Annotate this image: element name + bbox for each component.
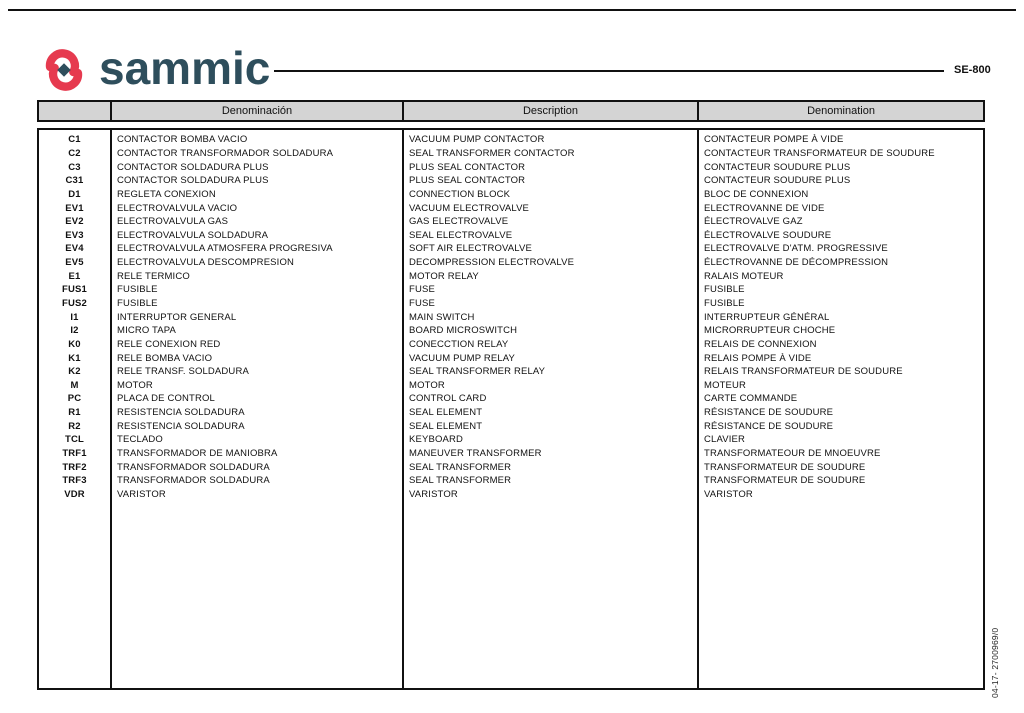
document-reference-number: 04-17- 2700969/0 bbox=[990, 627, 1000, 698]
component-code: PC bbox=[67, 393, 82, 405]
component-code: TRF1 bbox=[62, 448, 87, 460]
component-code: EV2 bbox=[65, 216, 84, 228]
logo-wordmark: sammic bbox=[99, 42, 271, 94]
model-number: SE-800 bbox=[954, 64, 991, 76]
component-denomination: VARISTOR bbox=[704, 488, 753, 500]
component-denomination: TRANSFORMATEUR DE SOUDURE bbox=[704, 461, 866, 473]
component-code: C2 bbox=[68, 147, 81, 159]
component-description: DECOMPRESSION ELECTROVALVE bbox=[409, 257, 575, 269]
component-denominacion: CONTACTOR SOLDADURA PLUS bbox=[117, 175, 269, 187]
component-code: TRF2 bbox=[62, 461, 87, 473]
component-denominacion: ELECTROVALVULA VACIO bbox=[117, 202, 238, 214]
component-description: FUSE bbox=[409, 284, 435, 296]
component-code: FUS2 bbox=[62, 298, 87, 309]
component-denomination: CONTACTEUR TRANSFORMATEUR DE SOUDURE bbox=[704, 147, 935, 159]
component-denomination: CARTE COMMANDE bbox=[704, 393, 798, 405]
component-code: VDR bbox=[64, 488, 85, 500]
table-row bbox=[39, 269, 983, 283]
table-row bbox=[39, 133, 983, 147]
component-denominacion: RELE CONEXION RED bbox=[117, 338, 221, 350]
component-description: GAS ELECTROVALVE bbox=[409, 216, 509, 228]
component-description: MAIN SWITCH bbox=[409, 311, 475, 323]
component-denomination: TRANSFORMATEUR DE SOUDURE bbox=[704, 475, 866, 487]
component-description: SEAL TRANSFORMER RELAY bbox=[409, 366, 546, 378]
component-code: I1 bbox=[70, 311, 79, 323]
sammic-logo bbox=[36, 44, 270, 96]
component-description: FUSE bbox=[409, 298, 435, 309]
component-code: C1 bbox=[68, 134, 81, 146]
table-row bbox=[39, 242, 983, 256]
component-denominacion: PLACA DE CONTROL bbox=[117, 393, 215, 405]
component-code: C3 bbox=[68, 161, 81, 173]
component-denominacion: MOTOR bbox=[117, 379, 153, 391]
component-denomination: ÉLECTROVANNE DE DÉCOMPRESSION bbox=[704, 257, 889, 269]
component-denomination: RELAIS POMPE À VIDE bbox=[704, 352, 812, 364]
component-description: KEYBOARD bbox=[409, 434, 463, 446]
component-code: TRF3 bbox=[62, 475, 87, 487]
component-denomination: BLOC DE CONNEXION bbox=[704, 188, 809, 200]
table-row bbox=[39, 365, 983, 379]
table-row bbox=[39, 228, 983, 242]
component-description: VACUUM ELECTROVALVE bbox=[409, 202, 530, 214]
component-denomination: RÉSISTANCE DE SOUDURE bbox=[704, 407, 834, 419]
component-description: MOTOR RELAY bbox=[409, 270, 479, 282]
component-denominacion: RESISTENCIA SOLDADURA bbox=[117, 407, 245, 419]
component-denominacion: RELE TERMICO bbox=[117, 270, 190, 282]
component-description: CONNECTION BLOCK bbox=[409, 188, 511, 200]
component-denominacion: TRANSFORMADOR DE MANIOBRA bbox=[117, 448, 278, 460]
table-row bbox=[39, 201, 983, 215]
component-code: TCL bbox=[65, 434, 84, 446]
component-code: D1 bbox=[68, 188, 81, 200]
table-row bbox=[39, 283, 983, 297]
component-description: CONECCTION RELAY bbox=[409, 338, 509, 350]
component-denomination: ÉLECTROVALVE GAZ bbox=[704, 216, 803, 228]
component-description: VARISTOR bbox=[409, 488, 458, 500]
component-code: R1 bbox=[68, 407, 81, 419]
component-description: BOARD MICROSWITCH bbox=[409, 325, 518, 337]
component-denominacion: REGLETA CONEXION bbox=[117, 188, 216, 200]
component-denominacion: RELE TRANSF. SOLDADURA bbox=[117, 366, 249, 378]
component-code: K1 bbox=[68, 352, 81, 364]
component-denomination: FUSIBLE bbox=[704, 298, 745, 309]
table-rows bbox=[39, 133, 983, 501]
component-description: SEAL ELEMENT bbox=[409, 420, 483, 432]
component-description: CONTROL CARD bbox=[409, 393, 487, 405]
component-denominacion: TRANSFORMADOR SOLDADURA bbox=[117, 475, 270, 487]
component-description: PLUS SEAL CONTACTOR bbox=[409, 175, 526, 187]
component-denomination: MOTEUR bbox=[704, 379, 747, 391]
table-row bbox=[39, 174, 983, 188]
header-cell-code bbox=[39, 102, 110, 120]
table-row bbox=[39, 419, 983, 433]
component-denominacion: ELECTROVALVULA SOLDADURA bbox=[117, 229, 269, 241]
table-row bbox=[39, 447, 983, 461]
component-denomination: CONTACTEUR SOUDURE PLUS bbox=[704, 161, 851, 173]
component-description: SEAL TRANSFORMER bbox=[409, 461, 512, 473]
component-denomination: RALAIS MOTEUR bbox=[704, 270, 784, 282]
component-denomination: CONTACTEUR POMPE À VIDE bbox=[704, 134, 844, 146]
table-row bbox=[39, 256, 983, 270]
component-denomination: CLAVIER bbox=[704, 434, 745, 446]
table-row bbox=[39, 406, 983, 420]
component-code: EV3 bbox=[65, 229, 84, 241]
component-denomination: MICRORRUPTEUR CHOCHE bbox=[704, 325, 836, 337]
component-code: I2 bbox=[70, 325, 79, 337]
component-denominacion: ELECTROVALVULA GAS bbox=[117, 216, 229, 228]
components-table bbox=[37, 128, 985, 690]
component-code: EV1 bbox=[65, 202, 84, 214]
component-denominacion: ELECTROVALVULA ATMOSFERA PROGRESIVA bbox=[117, 243, 333, 255]
component-code: FUS1 bbox=[62, 284, 87, 296]
component-denomination: INTERRUPTEUR GÉNÉRAL bbox=[704, 311, 830, 323]
component-description: SEAL ELECTROVALVE bbox=[409, 229, 513, 241]
component-denomination: ELECTROVALVE D'ATM. PROGRESSIVE bbox=[704, 243, 888, 255]
table-row bbox=[39, 379, 983, 393]
component-denominacion: INTERRUPTOR GENERAL bbox=[117, 311, 237, 323]
table-row bbox=[39, 351, 983, 365]
component-description: SEAL ELEMENT bbox=[409, 407, 483, 419]
header-cell-denomination: Denomination bbox=[697, 102, 983, 120]
component-code: K2 bbox=[68, 366, 81, 378]
component-denominacion: FUSIBLE bbox=[117, 284, 158, 296]
table-row bbox=[39, 215, 983, 229]
component-description: MANEUVER TRANSFORMER bbox=[409, 448, 542, 460]
component-denominacion: VARISTOR bbox=[117, 488, 166, 500]
component-description: PLUS SEAL CONTACTOR bbox=[409, 161, 526, 173]
table-row bbox=[39, 297, 983, 311]
component-denomination: ÉLECTROVALVE SOUDURE bbox=[704, 229, 832, 241]
component-denomination: FUSIBLE bbox=[704, 284, 745, 296]
component-code: K0 bbox=[68, 338, 81, 350]
header-rule bbox=[274, 70, 944, 72]
table-row bbox=[39, 324, 983, 338]
sammic-s-mark-icon bbox=[36, 44, 92, 96]
header-cell-description: Description bbox=[402, 102, 697, 120]
table-header-row bbox=[37, 100, 985, 122]
component-description: VACUUM PUMP CONTACTOR bbox=[409, 134, 545, 146]
component-denominacion: ELECTROVALVULA DESCOMPRESION bbox=[117, 257, 295, 269]
component-code: R2 bbox=[68, 420, 81, 432]
table-row bbox=[39, 160, 983, 174]
table-row bbox=[39, 147, 983, 161]
component-denominacion: RESISTENCIA SOLDADURA bbox=[117, 420, 245, 432]
component-description: MOTOR bbox=[409, 379, 445, 391]
table-row bbox=[39, 392, 983, 406]
component-code: M bbox=[70, 379, 79, 391]
component-denominacion: FUSIBLE bbox=[117, 298, 158, 309]
component-description: SEAL TRANSFORMER bbox=[409, 475, 512, 487]
component-code: EV4 bbox=[65, 243, 84, 255]
table-row bbox=[39, 188, 983, 202]
component-denominacion: TECLADO bbox=[117, 434, 163, 446]
component-denomination: RELAIS DE CONNEXION bbox=[704, 338, 817, 350]
component-code: C31 bbox=[65, 175, 84, 187]
component-description: SEAL TRANSFORMER CONTACTOR bbox=[409, 147, 575, 159]
component-denomination: CONTACTEUR SOUDURE PLUS bbox=[704, 175, 851, 187]
component-denomination: TRANSFORMATEOUR DE MNOEUVRE bbox=[704, 448, 881, 460]
component-code: E1 bbox=[68, 270, 81, 282]
table-row bbox=[39, 433, 983, 447]
component-denominacion: TRANSFORMADOR SOLDADURA bbox=[117, 461, 270, 473]
component-description: SOFT AIR ELECTROVALVE bbox=[409, 243, 532, 255]
header-cell-denominacion: Denominación bbox=[110, 102, 402, 120]
component-description: VACUUM PUMP RELAY bbox=[409, 352, 516, 364]
component-denominacion: RELE BOMBA VACIO bbox=[117, 352, 213, 364]
table-row bbox=[39, 460, 983, 474]
page-top-rule bbox=[8, 9, 1016, 11]
component-denomination: ELECTROVANNE DE VIDE bbox=[704, 202, 825, 214]
component-denominacion: CONTACTOR BOMBA VACIO bbox=[117, 134, 248, 146]
table-row bbox=[39, 338, 983, 352]
table-row bbox=[39, 488, 983, 502]
table-row bbox=[39, 474, 983, 488]
component-denominacion: CONTACTOR SOLDADURA PLUS bbox=[117, 161, 269, 173]
component-denomination: RELAIS TRANSFORMATEUR DE SOUDURE bbox=[704, 366, 903, 378]
table-row bbox=[39, 310, 983, 324]
component-denominacion: CONTACTOR TRANSFORMADOR SOLDADURA bbox=[117, 147, 334, 159]
component-denomination: RÉSISTANCE DE SOUDURE bbox=[704, 420, 834, 432]
component-denominacion: MICRO TAPA bbox=[117, 325, 177, 337]
component-code: EV5 bbox=[65, 257, 84, 269]
